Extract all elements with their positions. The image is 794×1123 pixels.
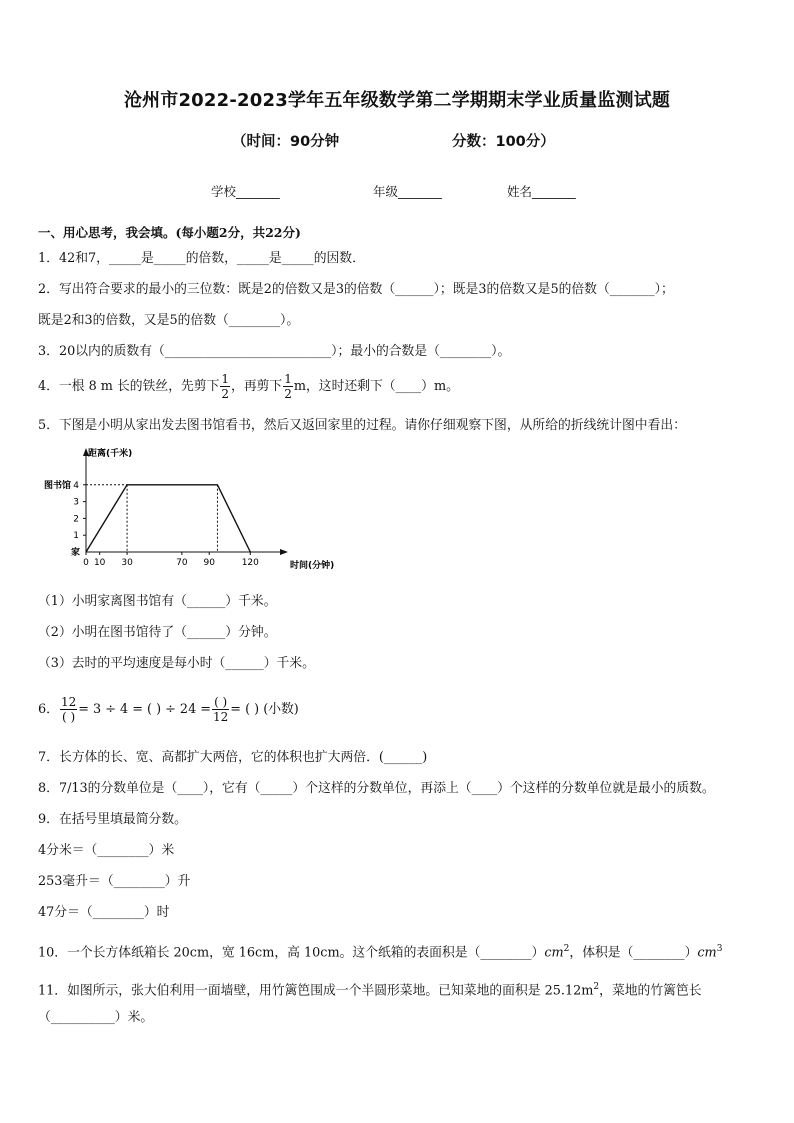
q6-fraction-2: $\frac{( )}{12}$ (213, 695, 229, 724)
x-tick-label: 30 (121, 558, 133, 568)
q11-text-1: 11．如图所示，张大伯利用一面墙壁，用竹篱笆围成一个半圆形菜地。已知菜地的面积是 25.12m (38, 983, 594, 999)
section-heading: 一、用心思考，我会填。(每小题2分，共22分) (38, 225, 301, 240)
q10-sup-1: 2 (563, 944, 570, 954)
q10-unit-1: cm (544, 945, 564, 961)
question-4 (38, 372, 459, 402)
q10-sup-2: 3 (716, 944, 723, 954)
x-tick-label: 120 (241, 558, 259, 568)
question-11-line-1 (38, 978, 702, 1000)
x-axis-arrow (280, 549, 288, 555)
y-tick-label: 3 (73, 497, 79, 508)
question-2-line-1: 2．写出符合要求的最小的三位数：既是2的倍数又是3的倍数（______）；既是3的倍数又是5的倍数（_______）； (38, 282, 674, 297)
score-label: 分数：100分） (452, 134, 555, 150)
question-9-1: 4分米＝（________）米 (38, 843, 175, 858)
grade-field[interactable]: 年级_______ (373, 184, 442, 199)
question-9: 9．在括号里填最简分数。 (38, 812, 187, 827)
question-8: 8．7/13的分数单位是（____），它有（_____）个这样的分数单位，再添上（____）个这样的分数单位就是最小的质数。 (38, 781, 715, 796)
name-field[interactable]: 姓名_______ (507, 184, 576, 199)
q4-text-2: ，再剪下 (231, 379, 283, 394)
question-9-3: 47分＝（________）时 (38, 905, 170, 920)
q10-text-2: ，体积是（________） (569, 945, 698, 961)
q10-text-1: 10．一个长方体纸箱长 20cm，宽 16cm，高 10cm。这个纸箱的表面积是（________） (38, 945, 545, 961)
y-tick-label: 1 (73, 531, 79, 542)
q6-tail: = ( ) (小数) (230, 702, 299, 717)
question-5: 5．下图是小明从家出发去图书馆看书，然后又返回家里的过程。请你仔细观察下图，从所给的折线统计图中看出： (38, 418, 686, 433)
q4-text-3: m，这时还剩下（____）m。 (293, 379, 459, 394)
q11-sup: 2 (593, 982, 600, 992)
question-9-2: 253毫升＝（________）升 (38, 874, 191, 889)
library-label: 图书馆 (43, 480, 71, 491)
q6-middle: = 3 ÷ 4 = ( ) ÷ 24 = (78, 702, 212, 717)
question-5-3: （3）去时的平均速度是每小时（______）千米。 (38, 656, 315, 671)
q10-unit-2: cm (697, 945, 717, 961)
question-5-1: （1）小明家离图书馆有（______）千米。 (38, 594, 277, 609)
x-tick-label: 70 (176, 558, 188, 568)
question-10 (38, 940, 722, 962)
q6-prefix: 6． (38, 702, 59, 717)
y-tick-label: 2 (73, 514, 79, 525)
q6-fraction-1: $\frac{12}{( )}$ (60, 695, 77, 724)
page-title: 沧州市2022-2023学年五年级数学第二学期期末学业质量监测试题 (123, 90, 671, 111)
y-tick-label: 4 (73, 480, 79, 491)
distance-series-line (86, 485, 250, 552)
q4-fraction-1: $\frac{1}{2}$ (221, 372, 230, 401)
q11-text-2: ，菜地的竹篱笆长 (599, 983, 702, 999)
y-axis-title: 距离(千米) (88, 449, 133, 459)
question-7: 7．长方体的长、宽、高都扩大两倍，它的体积也扩大两倍．(______) (38, 750, 428, 765)
time-label: （时间：90分钟 (232, 134, 340, 150)
x-tick-label: 0 (83, 558, 89, 568)
home-label: 家 (70, 548, 80, 558)
distance-time-chart (38, 440, 335, 580)
q4-fraction-2: $\frac{1}{2}$ (284, 372, 292, 401)
question-3: 3．20以内的质数有（__________________________）；最小的合数是（________）。 (38, 344, 511, 359)
x-tick-label: 10 (93, 558, 106, 568)
q4-text-1: 4．一根 8 m 长的铁丝，先剪下 (38, 379, 220, 394)
question-2-line-2: 既是2和3的倍数，又是5的倍数（________）。 (38, 313, 300, 328)
school-field[interactable]: 学校_______ (211, 184, 280, 199)
question-6 (38, 690, 299, 730)
question-11-line-2: （__________）米。 (38, 1010, 154, 1025)
question-5-2: （2）小明在图书馆待了（______）分钟。 (38, 625, 277, 640)
x-axis-title: 时间(分钟) (290, 561, 335, 571)
x-tick-label: 90 (203, 558, 215, 568)
question-1: 1．42和7，_____是_____的倍数，_____是_____的因数． (38, 251, 365, 266)
